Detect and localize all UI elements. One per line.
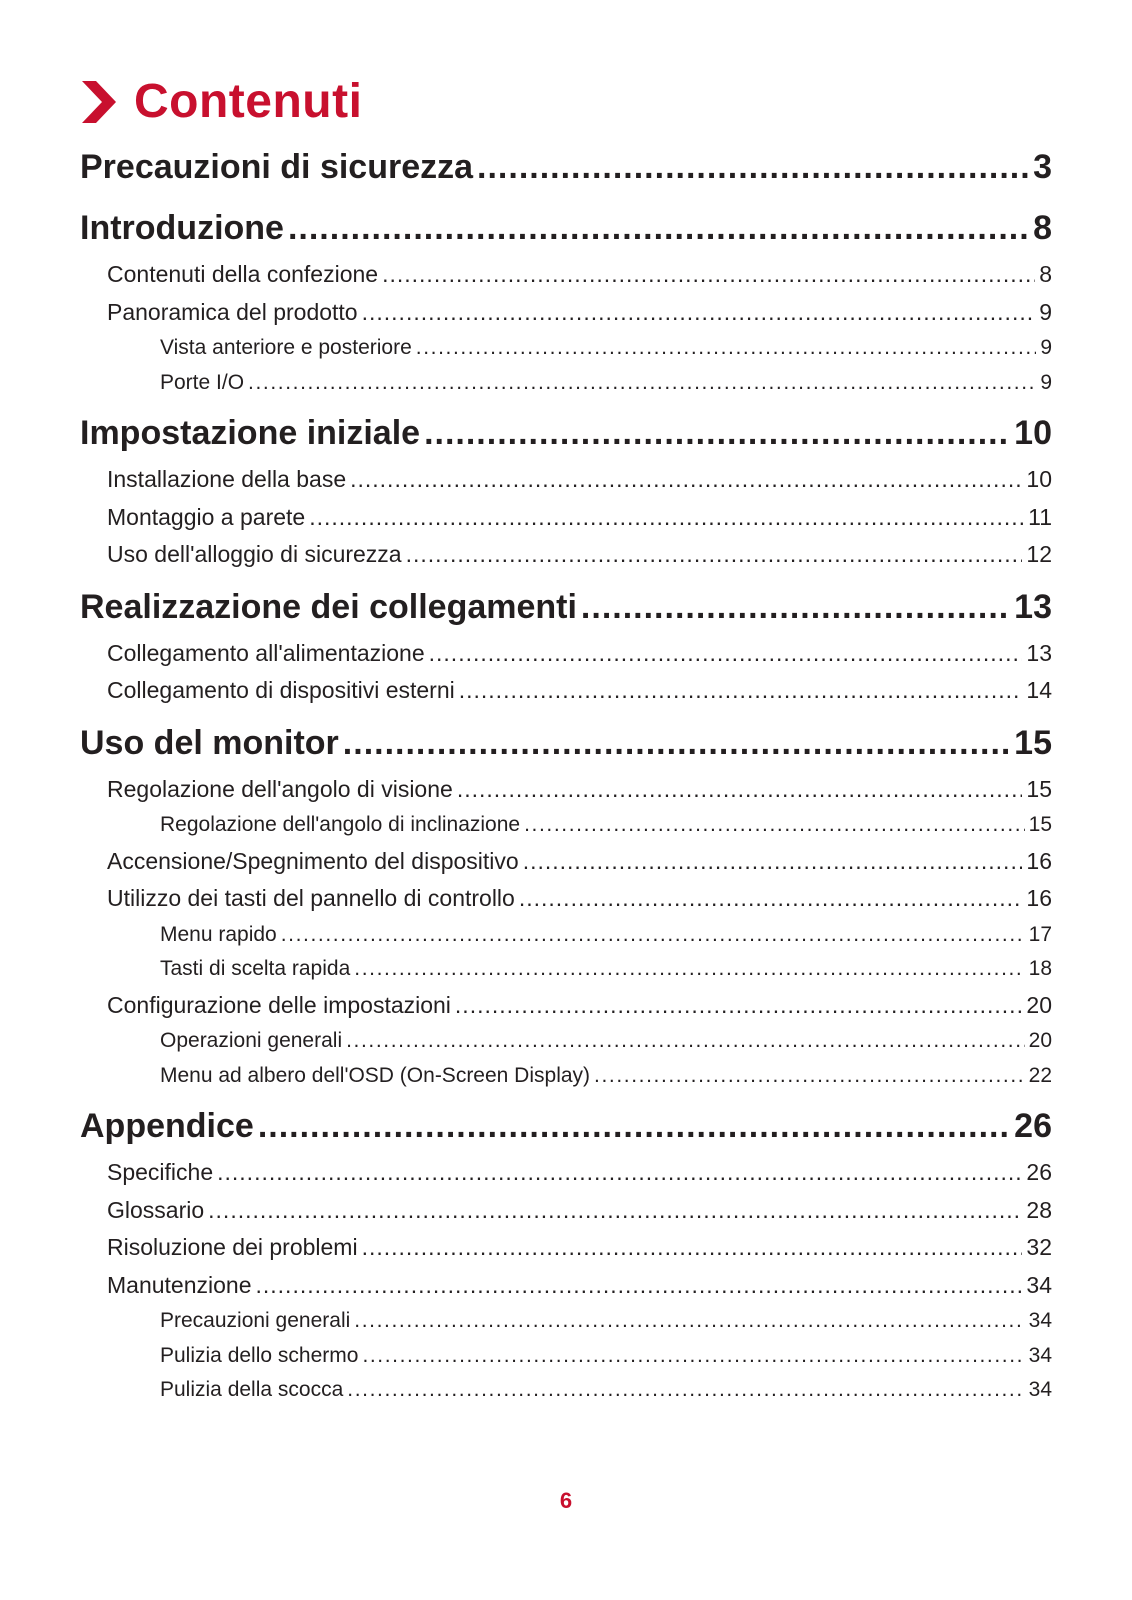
toc-entry-label: Pulizia dello schermo bbox=[160, 1343, 359, 1367]
dot-leader bbox=[477, 140, 1029, 195]
toc-entry-label: Vista anteriore e posteriore bbox=[160, 336, 412, 359]
dot-leader bbox=[354, 1304, 1024, 1339]
dot-leader bbox=[256, 1267, 1023, 1305]
toc-entry-label: Configurazione delle impostazioni bbox=[107, 991, 451, 1018]
toc-entry-page: 9 bbox=[1039, 298, 1052, 325]
toc-entry-page: 32 bbox=[1026, 1234, 1052, 1260]
toc-entry-label: Utilizzo dei tasti del pannello di controllo bbox=[107, 885, 515, 911]
toc-entry-page: 34 bbox=[1028, 1378, 1052, 1401]
toc-entry-page: 16 bbox=[1026, 885, 1052, 911]
toc-entry-label: Glossario bbox=[107, 1196, 205, 1223]
toc-entry-level-3[interactable] bbox=[80, 366, 1052, 401]
dot-leader bbox=[354, 952, 1024, 987]
dot-leader bbox=[459, 672, 1023, 710]
dot-leader bbox=[594, 1059, 1025, 1094]
toc-entry-level-2[interactable] bbox=[80, 843, 1052, 881]
toc-entry-level-1[interactable] bbox=[80, 716, 1052, 771]
toc-entry-level-2[interactable] bbox=[80, 635, 1052, 673]
toc-entry-label: Realizzazione dei collegamenti bbox=[80, 587, 577, 626]
toc-entry-page: 26 bbox=[1026, 1159, 1052, 1185]
toc-entry-label: Introduzione bbox=[80, 209, 284, 247]
dot-leader bbox=[523, 843, 1023, 881]
dot-leader bbox=[362, 1339, 1024, 1374]
dot-leader bbox=[288, 201, 1029, 256]
toc-entry-page: 3 bbox=[1033, 148, 1052, 186]
toc-entry-label: Accensione/Spegnimento del dispositivo bbox=[107, 847, 519, 874]
toc-entry-level-2[interactable] bbox=[80, 672, 1052, 710]
dot-leader bbox=[429, 635, 1023, 673]
toc-entry-label: Menu ad albero dell'OSD (On-Screen Display) bbox=[160, 1063, 591, 1087]
toc-entry-page: 14 bbox=[1026, 677, 1052, 703]
toc-entry-level-3[interactable] bbox=[80, 1373, 1052, 1408]
toc-entry-label: Precauzioni di sicurezza bbox=[80, 148, 474, 186]
toc-entry-page: 15 bbox=[1028, 813, 1052, 836]
dot-leader bbox=[424, 406, 1010, 461]
toc-entry-label: Pulizia della scocca bbox=[160, 1378, 344, 1401]
toc-entry-label: Regolazione dell'angolo di inclinazione bbox=[160, 813, 521, 836]
toc-entry-label: Impostazione iniziale bbox=[80, 414, 421, 452]
toc-entry-level-1[interactable] bbox=[80, 140, 1052, 195]
dot-leader bbox=[248, 366, 1036, 401]
toc-entry-page: 16 bbox=[1026, 847, 1052, 874]
dot-leader bbox=[343, 716, 1010, 771]
toc-entry-level-2[interactable] bbox=[80, 880, 1052, 918]
toc-entry-level-1[interactable] bbox=[80, 580, 1052, 635]
toc-entry-page: 17 bbox=[1028, 922, 1052, 946]
dot-leader bbox=[347, 1373, 1024, 1408]
dot-leader bbox=[362, 1229, 1023, 1267]
toc-entry-level-3[interactable] bbox=[80, 1059, 1052, 1094]
chevron-right-icon bbox=[80, 79, 118, 125]
toc-entry-label: Contenuti della confezione bbox=[107, 261, 379, 287]
dot-leader bbox=[406, 536, 1023, 574]
toc-entry-level-2[interactable] bbox=[80, 987, 1052, 1025]
toc-entry-label: Operazioni generali bbox=[160, 1029, 343, 1052]
toc-entry-label: Collegamento all'alimentazione bbox=[107, 639, 425, 666]
toc-entry-label: Uso del monitor bbox=[80, 723, 339, 762]
toc-entry-label: Panoramica del prodotto bbox=[107, 298, 358, 325]
toc-entry-level-2[interactable] bbox=[80, 294, 1052, 332]
toc-entry-label: Regolazione dell'angolo di visione bbox=[107, 775, 453, 802]
toc-entry-page: 13 bbox=[1014, 587, 1052, 626]
toc-entry-label: Precauzioni generali bbox=[160, 1309, 351, 1332]
dot-leader bbox=[519, 880, 1023, 918]
toc-entry-page: 18 bbox=[1028, 957, 1052, 980]
toc-entry-page: 15 bbox=[1014, 723, 1052, 762]
toc-entry-level-2[interactable] bbox=[80, 536, 1052, 574]
toc-entry-level-1[interactable] bbox=[80, 406, 1052, 461]
toc-entry-level-3[interactable] bbox=[80, 1304, 1052, 1339]
toc-entry-page: 26 bbox=[1014, 1107, 1052, 1145]
dot-leader bbox=[455, 987, 1022, 1025]
toc-entry-page: 20 bbox=[1028, 1029, 1052, 1052]
toc-entry-page: 12 bbox=[1026, 541, 1052, 567]
toc-entry-page: 9 bbox=[1040, 370, 1052, 394]
page-number: 6 bbox=[559, 1488, 573, 1513]
toc-entry-page: 15 bbox=[1026, 775, 1052, 802]
dot-leader bbox=[524, 808, 1025, 843]
dot-leader bbox=[350, 461, 1022, 499]
toc-entry-label: Uso dell'alloggio di sicurezza bbox=[107, 541, 402, 567]
page-title: Contenuti bbox=[134, 75, 363, 128]
toc-entry-level-2[interactable] bbox=[80, 1267, 1052, 1305]
toc-entry-label: Specifiche bbox=[107, 1159, 214, 1185]
dot-leader bbox=[362, 294, 1036, 332]
toc-entry-label: Manutenzione bbox=[107, 1271, 252, 1298]
toc-entry-label: Collegamento di dispositivi esterni bbox=[107, 677, 455, 703]
toc-entry-page: 28 bbox=[1026, 1196, 1052, 1223]
toc-entry-level-3[interactable] bbox=[80, 952, 1052, 987]
toc-entry-page: 22 bbox=[1028, 1063, 1052, 1087]
toc-entry-level-2[interactable] bbox=[80, 256, 1052, 294]
dot-leader bbox=[457, 771, 1023, 809]
toc-entry-label: Menu rapido bbox=[160, 922, 277, 946]
toc-entry-level-2[interactable] bbox=[80, 461, 1052, 499]
dot-leader bbox=[309, 499, 1024, 537]
dot-leader bbox=[208, 1192, 1022, 1230]
toc-entry-level-2[interactable] bbox=[80, 771, 1052, 809]
dot-leader bbox=[281, 918, 1025, 953]
toc-entry-page: 34 bbox=[1026, 1271, 1052, 1298]
toc-entry-label: Porte I/O bbox=[160, 370, 245, 394]
toc-entry-label: Installazione della base bbox=[107, 466, 347, 492]
toc-entry-level-3[interactable] bbox=[80, 918, 1052, 953]
toc-entry-level-2[interactable] bbox=[80, 1192, 1052, 1230]
toc-entry-label: Appendice bbox=[80, 1107, 254, 1145]
toc-entry-level-2[interactable] bbox=[80, 1154, 1052, 1192]
toc-entry-level-3[interactable] bbox=[80, 331, 1052, 366]
dot-leader bbox=[382, 256, 1035, 294]
table-of-contents bbox=[80, 140, 1052, 1408]
toc-entry-label: Risoluzione dei problemi bbox=[107, 1234, 358, 1260]
toc-entry-level-3[interactable] bbox=[80, 1339, 1052, 1374]
toc-entry-page: 10 bbox=[1026, 466, 1052, 492]
toc-entry-page: 8 bbox=[1033, 209, 1052, 247]
dot-leader bbox=[258, 1099, 1010, 1154]
toc-entry-label: Tasti di scelta rapida bbox=[160, 957, 351, 980]
toc-entry-level-1[interactable] bbox=[80, 201, 1052, 256]
toc-entry-level-2[interactable] bbox=[80, 1229, 1052, 1267]
toc-entry-label: Montaggio a parete bbox=[107, 503, 306, 530]
toc-entry-level-3[interactable] bbox=[80, 1024, 1052, 1059]
dot-leader bbox=[217, 1154, 1022, 1192]
dot-leader bbox=[581, 580, 1010, 635]
toc-entry-level-1[interactable] bbox=[80, 1099, 1052, 1154]
toc-entry-page: 8 bbox=[1039, 261, 1052, 287]
page-header bbox=[80, 70, 362, 134]
toc-entry-page: 10 bbox=[1014, 414, 1052, 452]
dot-leader bbox=[346, 1024, 1025, 1059]
toc-entry-page: 34 bbox=[1028, 1309, 1052, 1332]
toc-entry-page: 11 bbox=[1028, 503, 1052, 530]
dot-leader bbox=[416, 331, 1037, 366]
toc-entry-level-3[interactable] bbox=[80, 808, 1052, 843]
toc-entry-level-2[interactable] bbox=[80, 499, 1052, 537]
toc-entry-page: 20 bbox=[1026, 991, 1052, 1018]
toc-entry-page: 34 bbox=[1028, 1343, 1052, 1367]
toc-entry-page: 13 bbox=[1026, 639, 1052, 666]
toc-entry-page: 9 bbox=[1040, 336, 1052, 359]
